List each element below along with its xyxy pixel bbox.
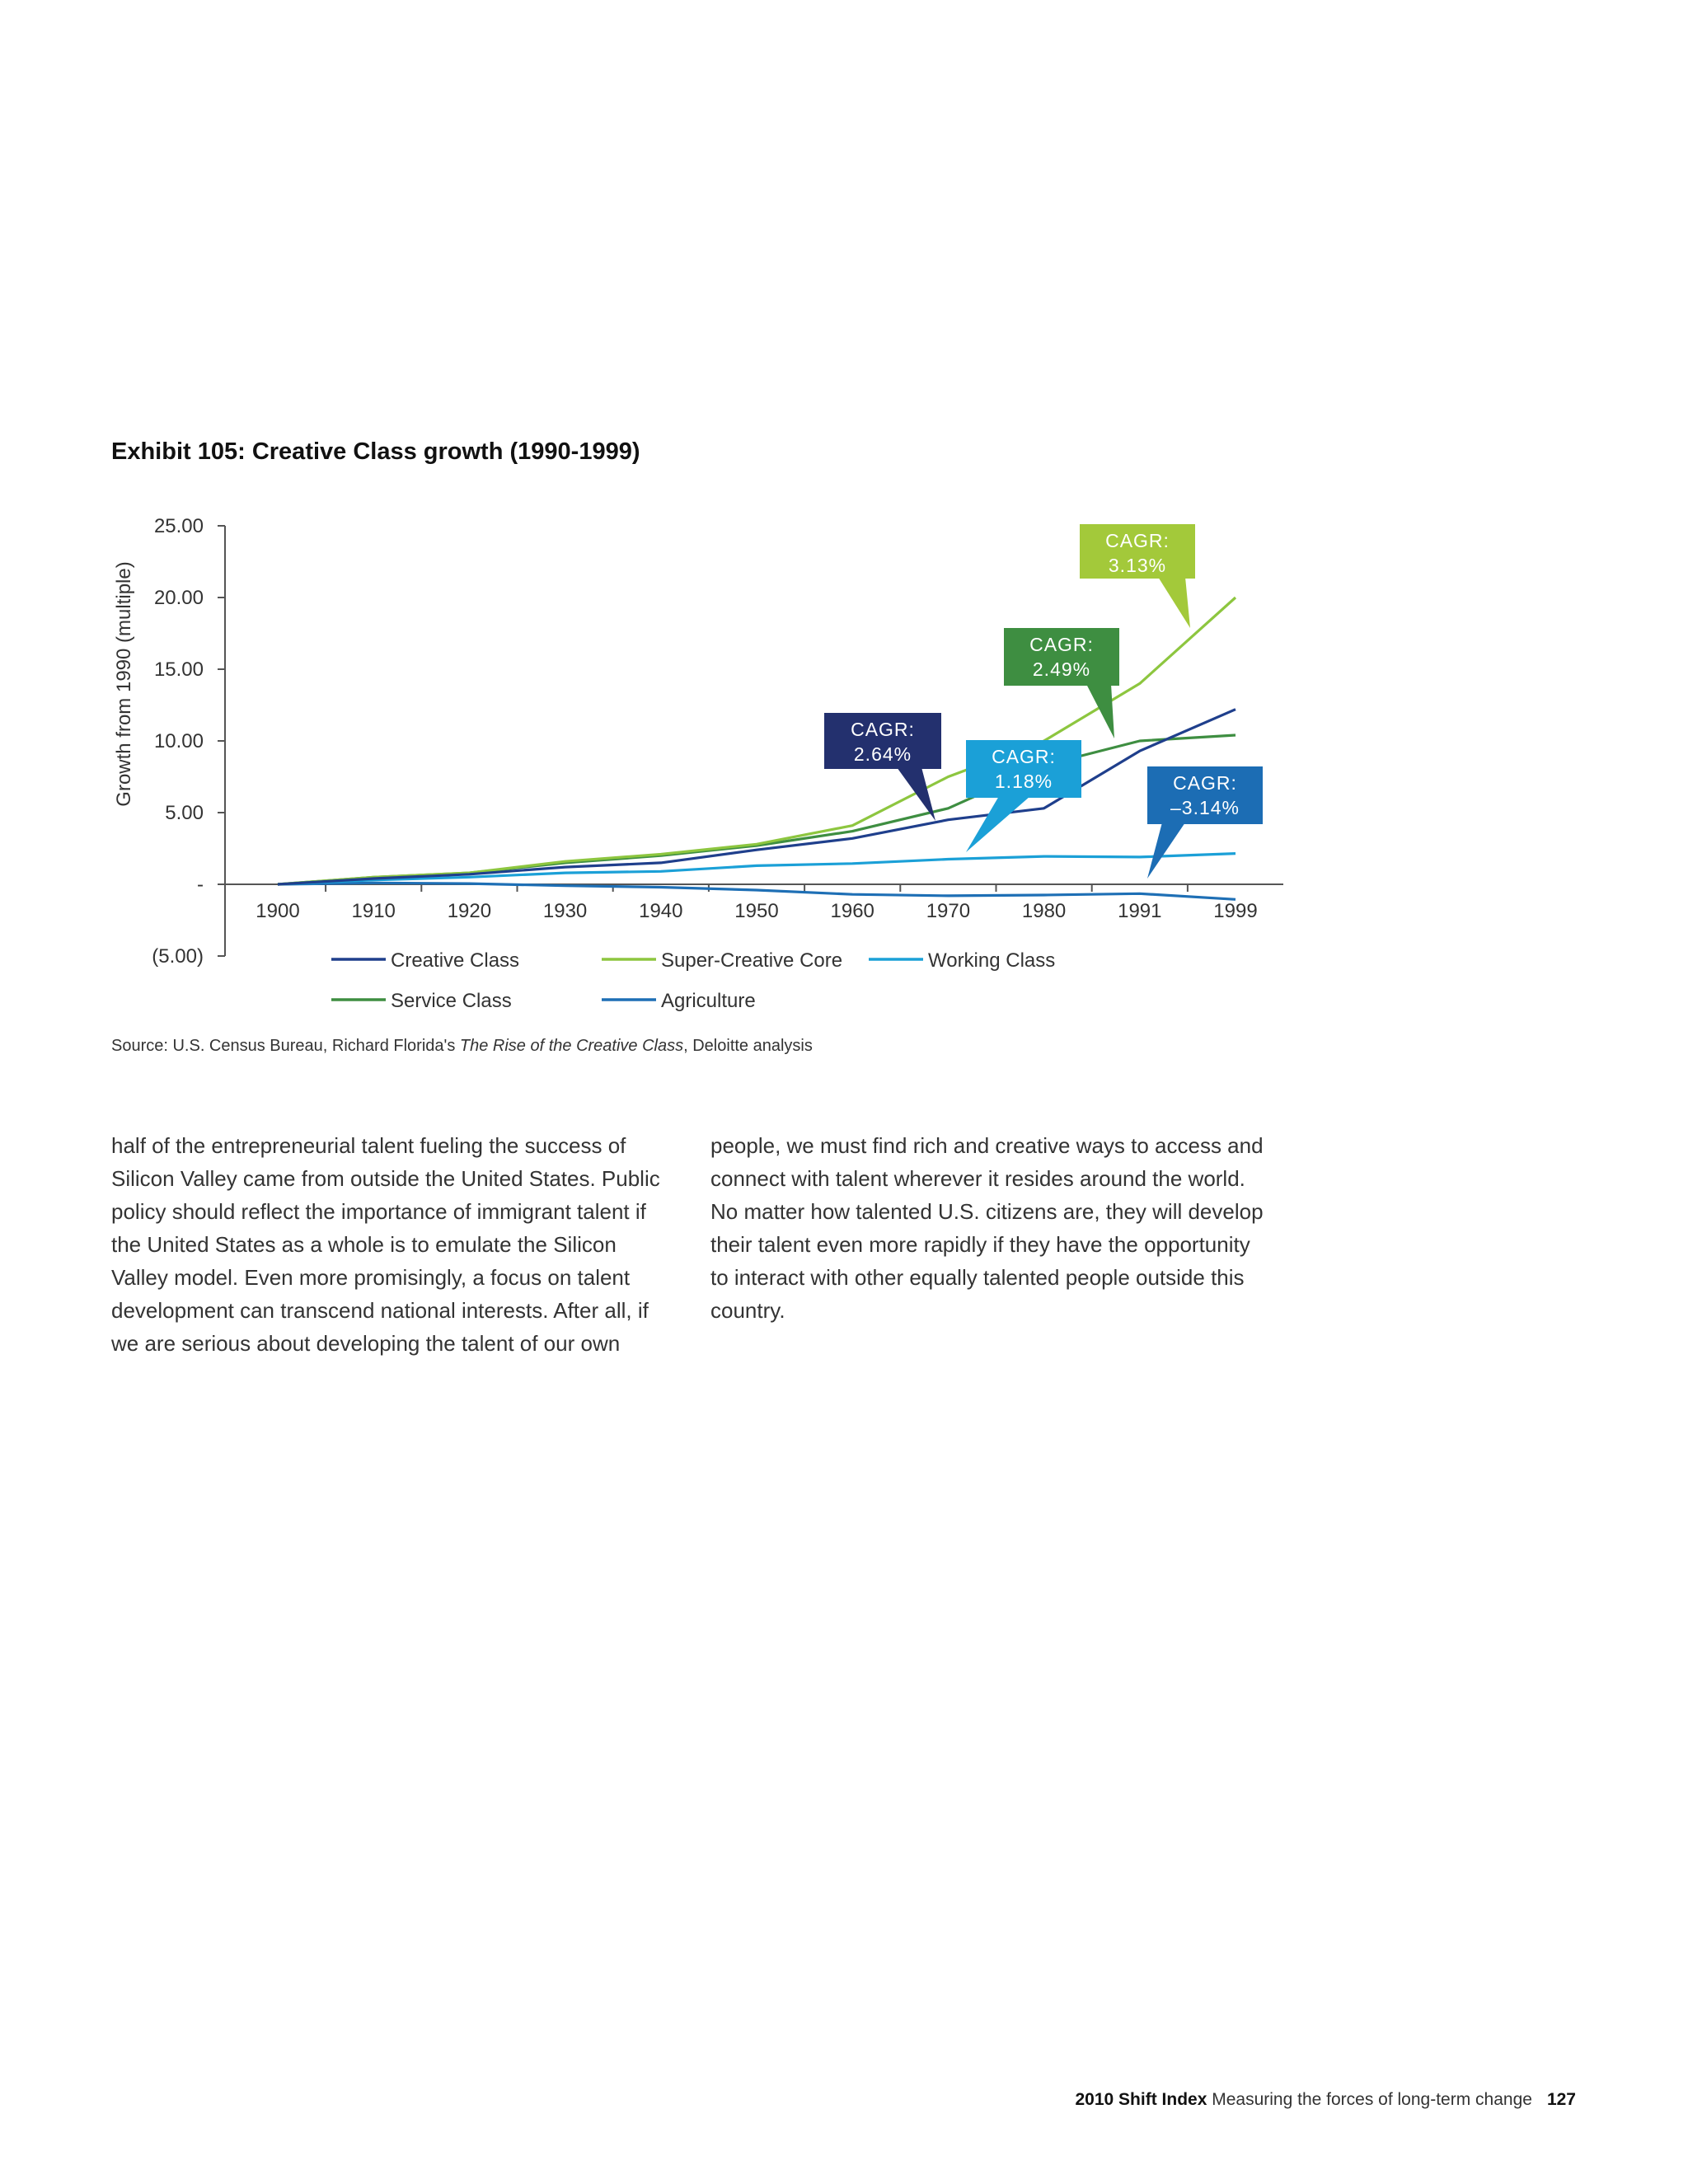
x-tick-label: 1960 <box>830 900 874 922</box>
source-suffix: , Deloitte analysis <box>683 1037 813 1055</box>
x-tick-label: 1999 <box>1213 900 1258 922</box>
legend-label: Service Class <box>391 990 512 1012</box>
series-line-working-class <box>278 854 1236 884</box>
cagr-callout <box>824 713 941 821</box>
callout-label: CAGR: <box>1173 772 1237 794</box>
cagr-callout <box>1080 524 1195 628</box>
legend-item <box>602 990 756 1012</box>
callout-pointer <box>1086 684 1114 738</box>
y-tick-label: 10.00 <box>153 730 204 752</box>
cagr-callout <box>1004 628 1119 738</box>
y-axis-title: Growth from 1990 (multiple) <box>113 561 135 807</box>
series-line-creative-class <box>278 710 1236 884</box>
page-footer <box>1076 2090 1577 2110</box>
y-tick-label: 5.00 <box>165 802 204 824</box>
page-number: 127 <box>1546 2090 1576 2109</box>
y-tick-label: - <box>197 874 204 896</box>
y-axis <box>152 515 225 968</box>
footer-publication: 2010 Shift Index <box>1075 2090 1207 2109</box>
x-tick-label: 1910 <box>351 900 396 922</box>
callout-value: –3.14% <box>1170 797 1240 818</box>
x-tick-label: 1991 <box>1118 900 1162 922</box>
source-prefix: Source: U.S. Census Bureau, Richard Florida's <box>111 1037 460 1055</box>
callout-label: CAGR: <box>1105 530 1170 551</box>
callout-value: 2.64% <box>853 743 912 765</box>
series-line-service-class <box>278 735 1236 884</box>
x-tick-label: 1970 <box>926 900 971 922</box>
x-tick-label: 1950 <box>734 900 779 922</box>
y-tick-label: (5.00) <box>152 945 204 968</box>
callout-label: CAGR: <box>851 719 915 740</box>
legend-label: Super-Creative Core <box>661 949 843 972</box>
cagr-callouts <box>824 524 1263 879</box>
legend-label: Creative Class <box>391 949 520 972</box>
callout-value: 3.13% <box>1108 555 1167 576</box>
legend-item <box>869 949 1055 972</box>
callout-pointer <box>1158 577 1190 628</box>
line-chart <box>0 494 1335 1038</box>
callout-label: CAGR: <box>1029 634 1094 655</box>
y-tick-label: 15.00 <box>153 658 204 681</box>
x-tick-label: 1930 <box>542 900 588 922</box>
cagr-callout <box>966 740 1081 852</box>
exhibit-title: Exhibit 105: Creative Class growth (1990-1999) <box>111 438 640 465</box>
source-note <box>111 1037 813 1056</box>
legend-item <box>602 949 842 972</box>
y-tick-label: 25.00 <box>153 515 204 537</box>
x-tick-label: 1920 <box>447 900 492 922</box>
cagr-callout <box>1147 766 1263 879</box>
callout-pointer <box>966 796 1030 852</box>
legend-label: Working Class <box>928 949 1056 972</box>
x-tick-label: 1980 <box>1021 900 1067 922</box>
legend-item <box>331 990 512 1012</box>
x-tick-label: 1940 <box>639 900 683 922</box>
body-text-right-column: people, we must find rich and creative ways to access and connect with talent wherever it resides around the world. No matter how talented U.S. citizens are, they will develop their talent even more rapidly if they have the opportunity to interact with other equally talented people outside this country. <box>710 1133 1264 1323</box>
footer-tagline: Measuring the forces of long-term change <box>1212 2090 1532 2109</box>
source-book-title: The Rise of the Creative Class <box>459 1037 684 1055</box>
chart-legend <box>331 949 1055 1012</box>
y-tick-label: 20.00 <box>153 587 204 609</box>
callout-value: 2.49% <box>1032 658 1091 680</box>
callout-pointer <box>1147 823 1185 879</box>
callout-label: CAGR: <box>992 746 1056 767</box>
legend-item <box>331 949 519 972</box>
legend-label: Agriculture <box>661 990 756 1012</box>
x-tick-label: 1900 <box>256 900 300 922</box>
callout-value: 1.18% <box>994 771 1053 792</box>
body-text-left-column: half of the entrepreneurial talent fueling the success of Silicon Valley came from outside the United States. Public policy should reflect the importance of immigrant talent if the United States as a whole is to emulate the Silicon Valley model. Even more promisingly, a focus on talent development can transcend national interests. After all, if we are serious about developing the talent of our own <box>111 1133 660 1356</box>
